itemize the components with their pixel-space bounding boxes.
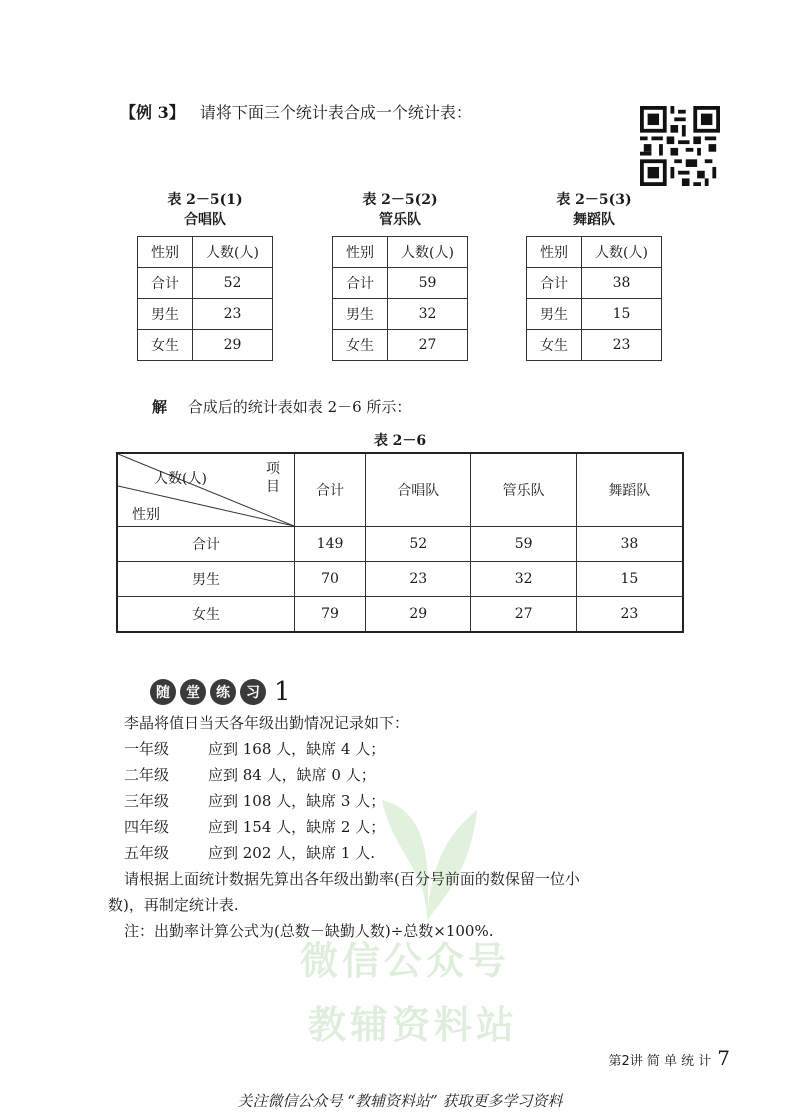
practice-number: 1	[274, 677, 291, 707]
grade-label: 三年级	[124, 792, 170, 810]
watermark-line-1: 微信公众号	[300, 938, 511, 983]
row-value: 32	[388, 299, 468, 330]
corner-label-gender: 性别	[132, 507, 160, 523]
header-cell: 人数(人)	[193, 237, 273, 268]
grade-line	[124, 762, 376, 788]
row-label: 女生	[138, 330, 193, 361]
diagonal-header-cell	[117, 453, 295, 527]
table-caption: 表 2－5(3)	[556, 192, 632, 208]
example-tag: 【例 3】	[120, 103, 185, 122]
row-label: 男生	[138, 299, 193, 330]
task-line-1: 请根据上面统计数据先算出各年级出勤率(百分号前面的数保留一位小	[124, 870, 580, 888]
grade-label: 五年级	[124, 844, 170, 862]
small-table-3	[519, 190, 669, 361]
grade-text: 应到 168 人，缺席 4 人；	[208, 740, 386, 758]
row-value: 149	[295, 527, 366, 562]
table-header-row	[527, 237, 662, 268]
row-value: 70	[295, 562, 366, 597]
table-row	[117, 597, 683, 633]
row-value: 32	[471, 562, 576, 597]
corner-label-count: 人数(人)	[154, 471, 207, 487]
watermark-line-2: 教辅资料站	[308, 1002, 519, 1047]
row-label: 男生	[527, 299, 582, 330]
header-cell: 人数(人)	[582, 237, 662, 268]
grade-line	[124, 788, 385, 814]
table-caption: 表 2－5(1)	[167, 192, 243, 208]
row-value: 23	[366, 562, 471, 597]
table-row	[333, 268, 468, 299]
table-row	[333, 330, 468, 361]
page-number: 7	[717, 1046, 730, 1070]
page-footer	[608, 1046, 730, 1070]
row-value: 59	[388, 268, 468, 299]
row-value: 38	[582, 268, 662, 299]
bottom-banner: 关注微信公众号 “教辅资料站” 获取更多学习资料	[237, 1092, 563, 1110]
grade-text: 应到 154 人，缺席 2 人；	[208, 818, 386, 836]
row-value: 59	[471, 527, 576, 562]
grade-text: 应到 202 人，缺席 1 人.	[208, 844, 376, 862]
table-header-row	[333, 237, 468, 268]
row-value: 52	[193, 268, 273, 299]
row-label: 合计	[138, 268, 193, 299]
combined-table	[116, 452, 684, 633]
table-row	[333, 299, 468, 330]
row-value: 23	[576, 597, 683, 633]
small-table-2	[325, 190, 475, 361]
table-subtitle: 管乐队	[379, 212, 421, 228]
grade-text: 应到 84 人，缺席 0 人；	[208, 766, 376, 784]
table-row	[138, 299, 273, 330]
header-cell: 性别	[138, 237, 193, 268]
row-value: 15	[582, 299, 662, 330]
grade-label: 二年级	[124, 766, 170, 784]
column-header: 管乐队	[471, 453, 576, 527]
table-row	[138, 268, 273, 299]
grade-label: 四年级	[124, 818, 170, 836]
row-value: 27	[388, 330, 468, 361]
row-value: 27	[471, 597, 576, 633]
practice-intro: 李晶将值日当天各年级出勤情况记录如下：	[124, 714, 410, 732]
big-table-caption: 表 2－6	[373, 433, 427, 449]
grade-line	[124, 814, 385, 840]
table-row	[527, 268, 662, 299]
grade-text: 应到 108 人，缺席 3 人；	[208, 792, 386, 810]
task-line-2: 数)，再制定统计表.	[108, 896, 239, 914]
column-header: 合唱队	[366, 453, 471, 527]
practice-title-char: 堂	[180, 679, 206, 705]
row-value: 79	[295, 597, 366, 633]
table-row	[138, 330, 273, 361]
example-heading	[120, 100, 472, 123]
grade-line	[124, 840, 375, 866]
table-header-row	[117, 453, 683, 527]
solution-text: 合成后的统计表如表 2－6 所示：	[187, 398, 412, 416]
practice-title-char: 随	[150, 679, 176, 705]
row-label: 女生	[527, 330, 582, 361]
row-label: 女生	[333, 330, 388, 361]
row-label: 合计	[527, 268, 582, 299]
column-header: 舞蹈队	[576, 453, 683, 527]
small-table-1	[130, 190, 280, 361]
practice-title	[150, 676, 291, 708]
header-cell: 人数(人)	[388, 237, 468, 268]
corner-label-item: 项目	[266, 461, 280, 495]
table-header-row	[138, 237, 273, 268]
formula-note: 注：出勤率计算公式为(总数－缺勤人数)÷总数×100%.	[124, 922, 494, 940]
practice-title-char: 练	[210, 679, 236, 705]
table-row	[527, 299, 662, 330]
header-cell: 性别	[527, 237, 582, 268]
example-text: 请将下面三个统计表合成一个统计表：	[199, 103, 472, 122]
practice-title-char: 习	[240, 679, 266, 705]
row-value: 52	[366, 527, 471, 562]
row-label: 合计	[333, 268, 388, 299]
row-value: 38	[576, 527, 683, 562]
row-value: 29	[193, 330, 273, 361]
leaf-watermark-icon	[372, 770, 482, 920]
table-caption: 表 2－5(2)	[362, 192, 438, 208]
row-label: 男生	[117, 562, 295, 597]
header-cell: 性别	[333, 237, 388, 268]
column-header: 合计	[295, 453, 366, 527]
row-value: 29	[366, 597, 471, 633]
row-label: 女生	[117, 597, 295, 633]
row-value: 23	[582, 330, 662, 361]
table-row	[117, 527, 683, 562]
grade-line	[124, 736, 385, 762]
table-subtitle: 舞蹈队	[573, 212, 615, 228]
row-label: 男生	[333, 299, 388, 330]
table-row	[117, 562, 683, 597]
grade-label: 一年级	[124, 740, 170, 758]
table-subtitle: 合唱队	[184, 212, 226, 228]
solution-line	[152, 396, 411, 417]
row-value: 15	[576, 562, 683, 597]
chapter-label: 第2讲 简 单 统 计	[608, 1054, 712, 1069]
qr-code-icon[interactable]	[640, 106, 720, 186]
table-row	[527, 330, 662, 361]
row-label: 合计	[117, 527, 295, 562]
solution-label: 解	[152, 398, 168, 416]
row-value: 23	[193, 299, 273, 330]
